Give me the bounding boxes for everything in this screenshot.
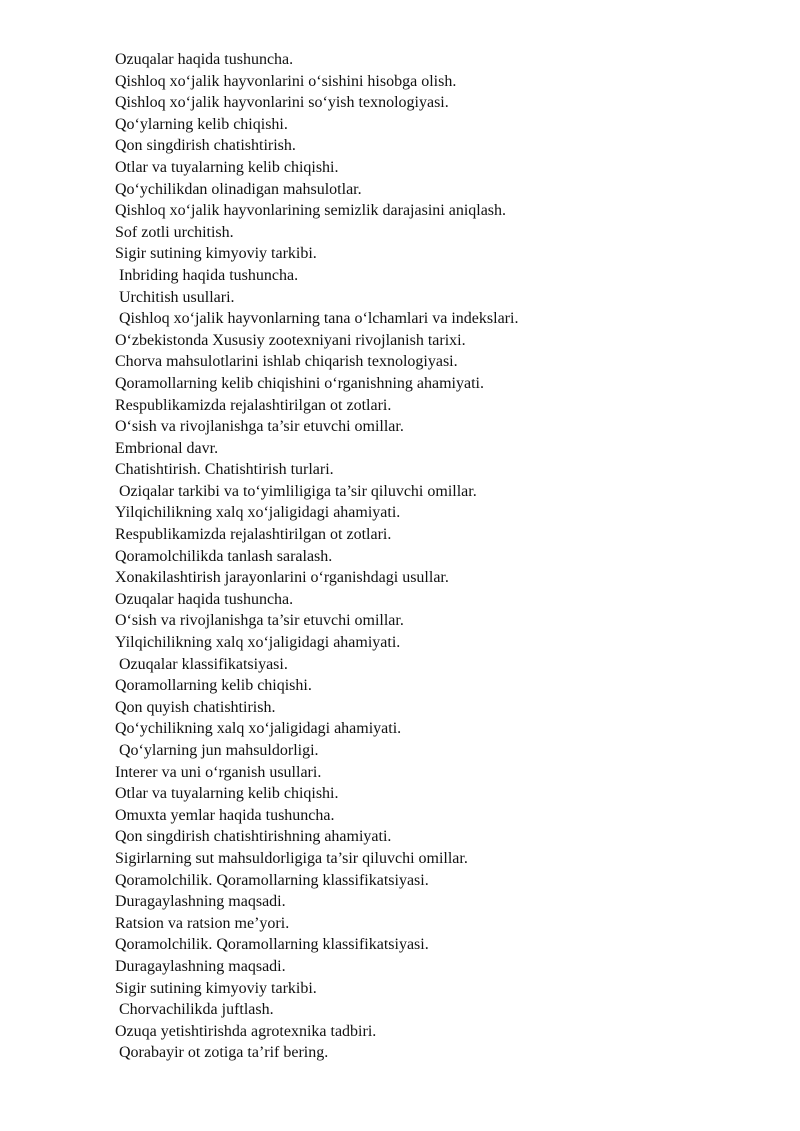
topic-line: Chorva mahsulotlarini ishlab chiqarish texnologiyasi.	[115, 353, 458, 371]
topic-line: Embrional davr.	[115, 439, 219, 457]
topic-line: Qishloq xo‘jalik hayvonlarining semizlik darajasini aniqlash.	[115, 202, 507, 220]
topic-line: Qon quyish chatishtirish.	[115, 698, 276, 716]
topic-line: Respublikamizda rejalashtirilgan ot zotlari.	[115, 526, 392, 544]
topic-line: Inbriding haqida tushuncha.	[115, 266, 299, 284]
topic-line: Duragaylashning maqsadi.	[115, 893, 286, 911]
topic-line: Chorvachilikda juftlash.	[115, 1001, 274, 1019]
topic-line: Otlar va tuyalarning kelib chiqishi.	[115, 785, 339, 803]
topic-line: O‘sish va rivojlanishga ta’sir etuvchi omillar.	[115, 612, 404, 630]
topic-line: Qon singdirish chatishtirishning ahamiyati.	[115, 828, 392, 846]
topic-line: Sof zotli urchitish.	[115, 223, 234, 241]
topic-line: Qishloq xo‘jalik hayvonlarini o‘sishini hisobga olish.	[115, 72, 457, 90]
topic-line: Sigir sutining kimyoviy tarkibi.	[115, 245, 317, 263]
topic-line: Qo‘ychilikdan olinadigan mahsulotlar.	[115, 180, 362, 198]
topic-line: Qo‘ychilikning xalq xo‘jaligidagi ahamiyati.	[115, 720, 402, 738]
topic-line: Qon singdirish chatishtirish.	[115, 137, 296, 155]
topic-line: Qoramollarning kelib chiqishi.	[115, 677, 312, 695]
topic-line: Ozuqalar klassifikatsiyasi.	[115, 655, 288, 673]
topic-line: Otlar va tuyalarning kelib chiqishi.	[115, 158, 339, 176]
topic-line: Urchitish usullari.	[115, 288, 235, 306]
topic-line: Qoramolchilik. Qoramollarning klassifikatsiyasi.	[115, 871, 429, 889]
topic-line: Xonakilashtirish jarayonlarini o‘rganishdagi usullar.	[115, 569, 449, 587]
topic-line: Chatishtirish. Chatishtirish turlari.	[115, 461, 334, 479]
topic-list	[115, 49, 755, 1064]
topic-line: O‘sish va rivojlanishga ta’sir etuvchi omillar.	[115, 418, 404, 436]
topic-line: Ozuqalar haqida tushuncha.	[115, 590, 294, 608]
topic-line: Sigir sutining kimyoviy tarkibi.	[115, 979, 317, 997]
topic-line: Ozuqa yetishtirishda agrotexnika tadbiri.	[115, 1022, 377, 1040]
topic-line: Ratsion va ratsion me’yori.	[115, 914, 290, 932]
topic-line: O‘zbekistonda Xususiy zootexniyani rivojlanish tarixi.	[115, 331, 466, 349]
topic-line: Duragaylashning maqsadi.	[115, 957, 286, 975]
topic-line: Qoramollarning kelib chiqishini o‘rganishning ahamiyati.	[115, 374, 484, 392]
topic-line: Oziqalar tarkibi va to‘yimliligiga ta’sir qiluvchi omillar.	[115, 482, 477, 500]
topic-line: Qo‘ylarning kelib chiqishi.	[115, 115, 288, 133]
topic-line: Qorabayir ot zotiga ta’rif bering.	[115, 1044, 329, 1062]
topic-line: Omuxta yemlar haqida tushuncha.	[115, 806, 335, 824]
topic-line: Qoramolchilikda tanlash saralash.	[115, 547, 333, 565]
topic-line: Qishloq xo‘jalik hayvonlarning tana o‘lchamlari va indekslari.	[115, 310, 519, 328]
topic-line: Ozuqalar haqida tushuncha.	[115, 51, 294, 68]
topic-line: Qo‘ylarning jun mahsuldorligi.	[115, 742, 319, 759]
topic-line: Sigirlarning sut mahsuldorligiga ta’sir qiluvchi omillar.	[115, 849, 468, 867]
topic-line: Respublikamizda rejalashtirilgan ot zotlari.	[115, 396, 392, 414]
topic-line: Qishloq xo‘jalik hayvonlarini so‘yish texnologiyasi.	[115, 94, 449, 112]
topic-line: Yilqichilikning xalq xo‘jaligidagi ahamiyati.	[115, 634, 401, 652]
topic-line: Interer va uni o‘rganish usullari.	[115, 763, 322, 781]
topic-line: Qoramolchilik. Qoramollarning klassifikatsiyasi.	[115, 936, 429, 954]
topic-line: Yilqichilikning xalq xo‘jaligidagi ahamiyati.	[115, 504, 401, 522]
